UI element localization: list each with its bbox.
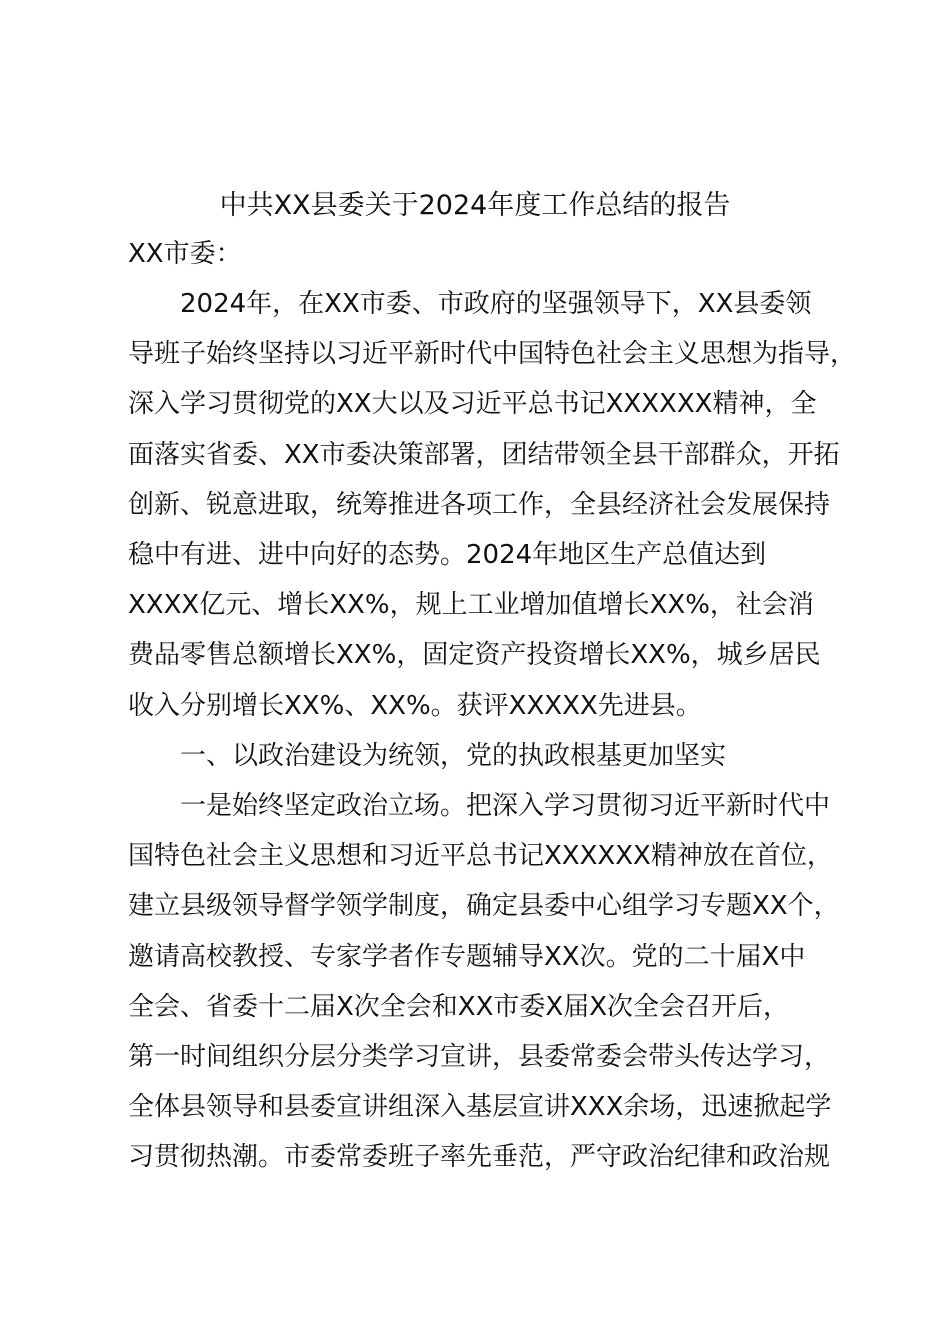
paragraph-line: 习贯彻热潮。市委常委班子率先垂范，严守政治纪律和政治规 [128, 1142, 831, 1173]
section-heading [128, 731, 838, 781]
paragraph-line: 深入学习贯彻党的XX大以及习近平总书记XXXXXX精神，全 [128, 389, 817, 420]
paragraph-line: 创新、锐意进取，统筹推进各项工作，全县经济社会发展保持 [128, 489, 831, 520]
paragraph-summary [128, 279, 857, 731]
salutation-line: XX市委： [128, 239, 242, 269]
paragraph-line: 全会、省委十二届X次全会和XX市委X届X次全会召开后， [128, 991, 790, 1022]
paragraph-line: XXXX亿元、增长XX%，规上工业增加值增长XX%，社会消 [128, 590, 814, 621]
paragraph-line: 邀请高校教授、专家学者作专题辅导XX次。党的二十届X中 [128, 941, 806, 972]
paragraph-line: 建立县级领导督学领学制度，确定县委中心组学习专题XX个， [128, 891, 840, 922]
paragraph-line: 国特色社会主义思想和习近平总书记XXXXXX精神放在首位， [128, 841, 833, 872]
paragraph-line: 费品零售总额增长XX%，固定资产投资增长XX%，城乡居民 [128, 640, 821, 671]
paragraph-political-stance [128, 781, 838, 1183]
paragraph-line: 2024年，在XX市委、市政府的坚强领导下，XX县委领 [128, 289, 812, 319]
paragraph-line: 稳中有进、进中向好的态势。2024年地区生产总值达到 [128, 539, 767, 570]
salutation [128, 229, 838, 279]
paragraph-line: 一是始终坚定政治立场。把深入学习贯彻习近平新时代中 [128, 791, 831, 821]
section-heading-line: 一、以政治建设为统领，党的执政根基更加坚实 [128, 741, 727, 771]
paragraph-line: 面落实省委、XX市委决策部署，团结带领全县干部群众，开拓 [128, 439, 840, 470]
paragraph-line: 收入分别增长XX%、XX%。获评XXXXX先进县。 [128, 690, 702, 721]
document-title: 中共XX县委关于2024年度工作总结的报告 [219, 190, 731, 221]
paragraph-line: 全体县领导和县委宣讲组深入基层宣讲XXX余场，迅速掀起学 [128, 1092, 832, 1123]
paragraph-line: 第一时间组织分层分类学习宣讲，县委常委会带头传达学习， [128, 1041, 831, 1072]
paragraph-line: 导班子始终坚持以习近平新时代中国特色社会主义思想为指导， [128, 339, 857, 370]
